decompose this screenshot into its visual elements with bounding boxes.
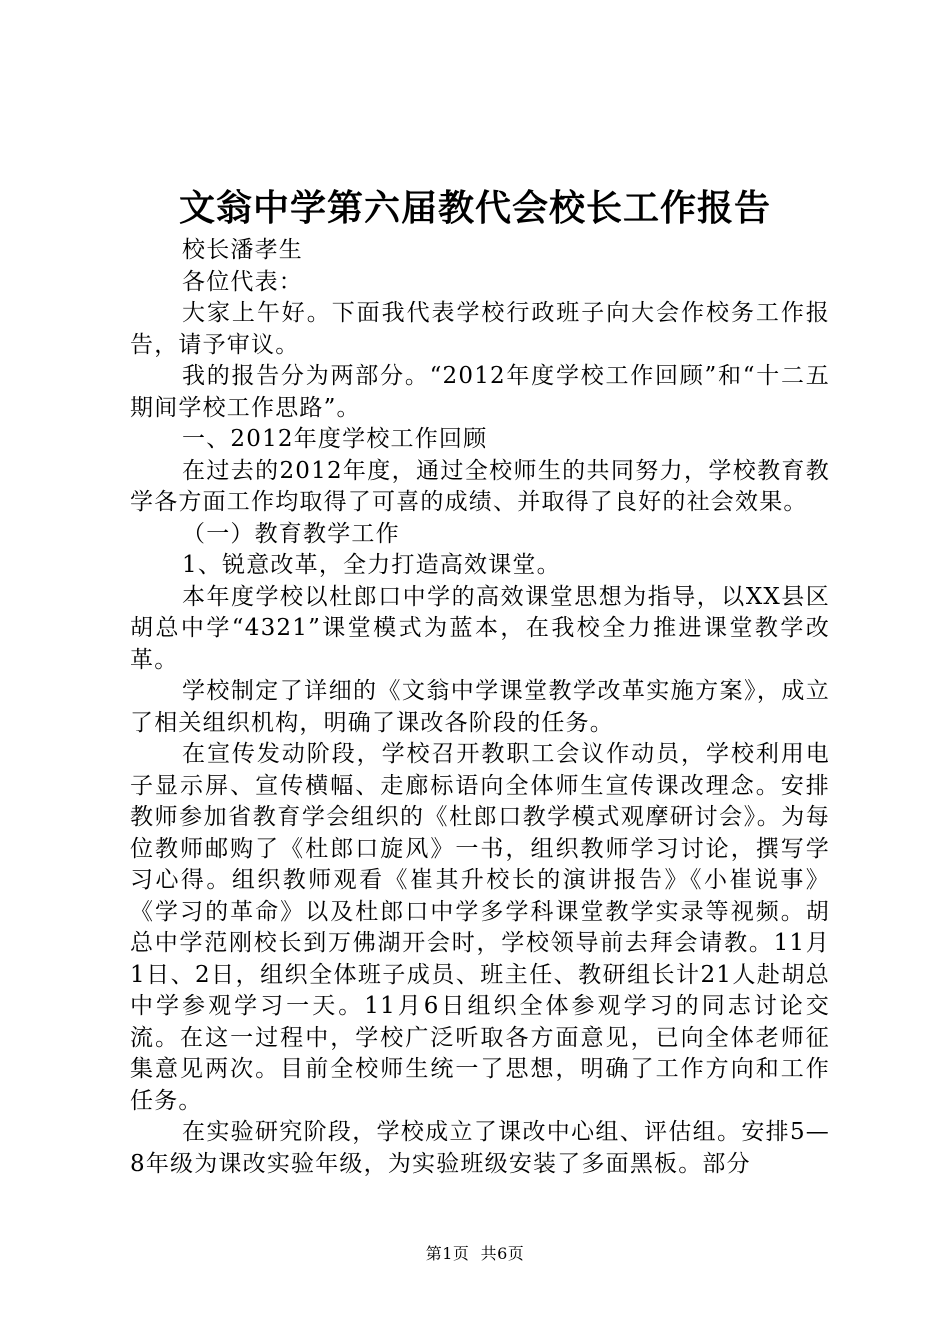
body-paragraph: 学校制定了详细的《文翁中学课堂教学改革实施方案》，成立了相关组织机构，明确了课改各阶段的任务。 xyxy=(130,678,830,736)
salutation: 各位代表： xyxy=(182,268,303,295)
author-line: 校长潘孝生 xyxy=(182,237,303,263)
section-heading: 一、2012年度学校工作回顾 xyxy=(182,426,488,452)
body-paragraph: 本年度学校以杜郎口中学的高效课堂思想为指导，以XX县区胡总中学“4321”课堂模式为蓝本，在我校全力推进课堂教学改革。 xyxy=(130,583,830,673)
body-paragraph: 我的报告分为两部分。“2012年度学校工作回顾”和“十二五期间学校工作思路”。 xyxy=(130,363,830,421)
body-paragraph: 在宣传发动阶段，学校召开教职工会议作动员，学校利用电子显示屏、宣传横幅、走廊标语向全体师生宣传课改理念。安排教师参加省教育学会组织的《杜郎口教学模式观摩研讨会》。为每位教师邮购了《杜郎口旋风》一书，组织教师学习讨论，撰写学习心得。组织教师观看《崔其升校长的演讲报告》《小崔说事》《学习的革命》以及杜郎口中学多学科课堂教学实录等视频。胡总中学范刚校长到万佛湖开会时，学校领导前去拜会请教。11月1日、2日，组织全体班子成员、班主任、教研组长计21人赴胡总中学参观学习一天。11月6日组织全体参观学习的同志讨论交流。在这一过程中，学校广泛听取各方面意见，已向全体老师征集意见两次。目前全校师生统一了思想，明确了工作方向和工作任务。 xyxy=(130,741,830,1114)
body-paragraph: 大家上午好。下面我代表学校行政班子向大会作校务工作报告，请予审议。 xyxy=(130,300,830,358)
document-body xyxy=(130,235,830,1180)
item-heading: 1、锐意改革，全力打造高效课堂。 xyxy=(182,552,561,578)
document-title: 文翁中学第六届教代会校长工作报告 xyxy=(178,187,771,229)
body-paragraph: 在实验研究阶段，学校成立了课改中心组、评估组。安排5—8年级为课改实验年级，为实验班级安装了多面黑板。部分 xyxy=(130,1119,830,1177)
page-total: 共6页 xyxy=(480,1244,525,1263)
page-number: 第1页 xyxy=(425,1244,470,1263)
body-paragraph: 在过去的2012年度，通过全校师生的共同努力，学校教育教学各方面工作均取得了可喜的成绩、并取得了良好的社会效果。 xyxy=(130,457,830,515)
page-footer xyxy=(0,1244,950,1264)
subsection-heading: （一）教育教学工作 xyxy=(182,520,400,547)
